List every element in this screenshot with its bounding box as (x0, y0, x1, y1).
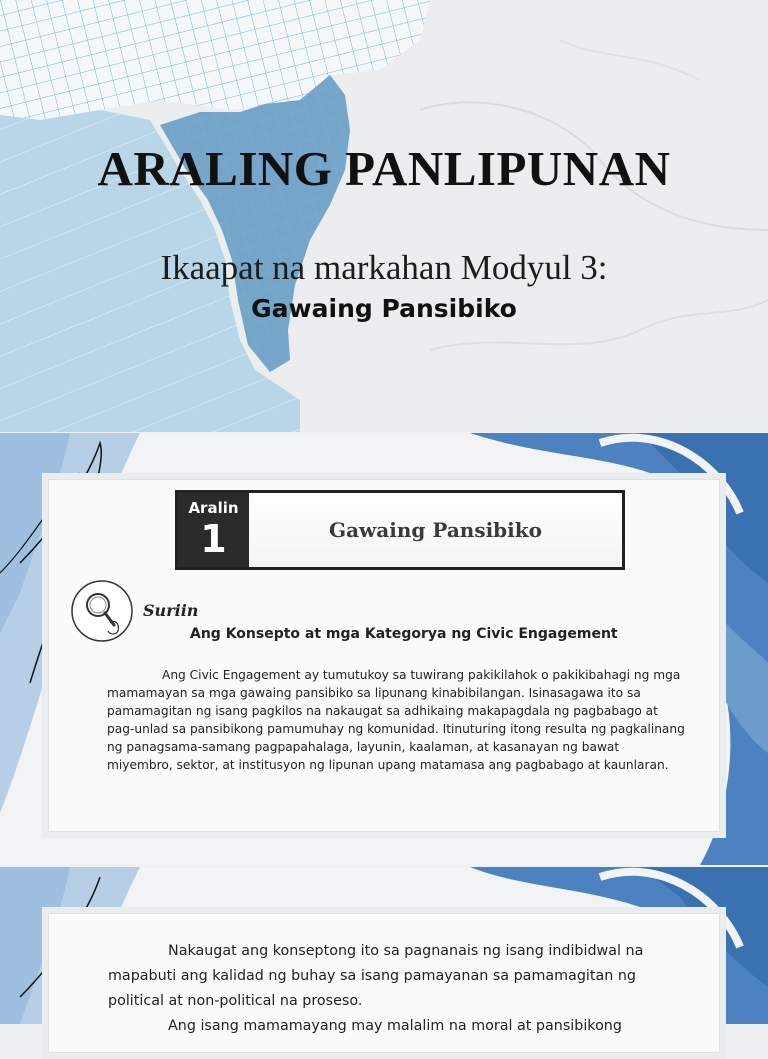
title-slide (0, 0, 768, 432)
civic-engagement-paragraph: Ang Civic Engagement ay tumutukoy sa tuwirang pakikilahok o pakikibahagi ng mga mamamayan sa mga gawaing pansibiko sa lipunang kinabibilangan. Isinasagawa ito sa pamamagitan ng isang pagkilos na nakaugat sa adhikaing makapagdala ng pagbabago at pag-unlad sa pansibikong pamumuhay ng komunidad. Itinuturing itong resulta ng pagkalinang ng panagsama-samang pagpapahalaga, layunin, kaalaman, at kasanayan ng bawat miyembro, sektor, at institusyon ng lipunan upang matamasa ang pagbabago at kaunlaran. (107, 668, 685, 772)
magnifier-icon (70, 579, 134, 643)
lesson-slide (0, 433, 768, 865)
module-subtitle: Ikaapat na markahan Modyul 3: (160, 248, 608, 287)
concept-root-paragraph: Nakaugat ang konseptong ito sa pagnanais ng isang indibidwal na mapabuti ang kalidad ng buhay sa isang pamayanan sa pamamagitan ng political at non-political na proseso. (108, 943, 644, 1009)
aralin-label: Aralin (188, 499, 239, 517)
suriin-label: Suriin (143, 601, 199, 620)
section-title: Ang Konsepto at mga Kategorya ng Civic Engagement (190, 626, 618, 642)
lesson-header (175, 490, 625, 570)
lesson-title: Gawaing Pansibiko (249, 493, 622, 567)
aralin-number: 1 (200, 517, 227, 561)
moral-citizen-paragraph: Ang isang mamamayang may malalim na moral at pansibikong (168, 1018, 622, 1034)
continuation-slide (0, 867, 768, 1034)
lesson-number-block (178, 493, 249, 567)
presentation-title: ARALING PANLIPUNAN (97, 141, 671, 196)
module-topic: Gawaing Pansibiko (251, 294, 517, 323)
map-grid-background (0, 0, 768, 432)
